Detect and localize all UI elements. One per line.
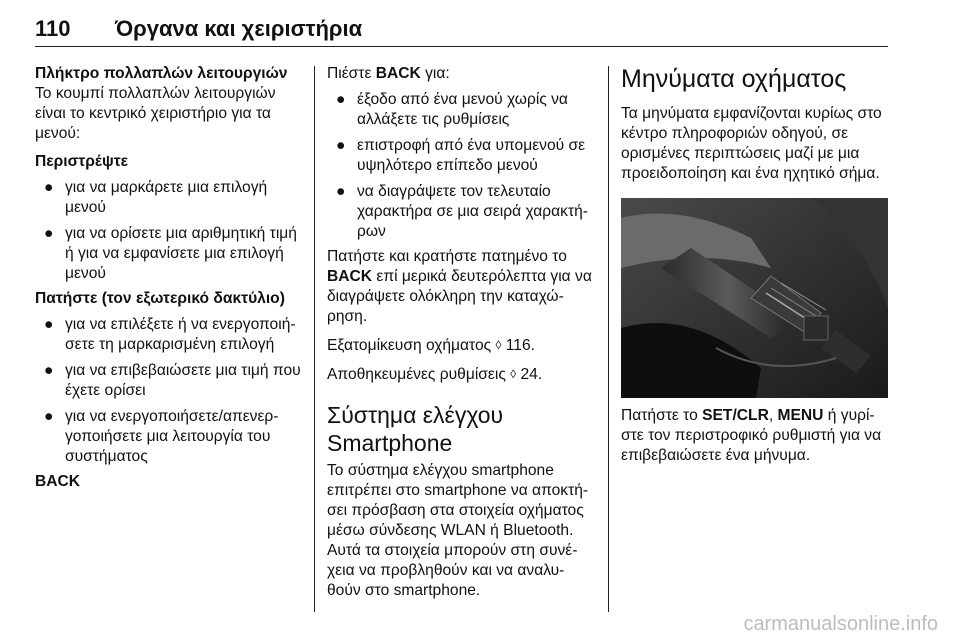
column-divider (608, 66, 609, 612)
list-item: ● για να μαρκάρετε μια επιλογή μενού (44, 179, 268, 216)
column-middle (327, 64, 595, 601)
cross-reference-saved-settings[interactable]: Αποθηκευμένες ρυθμίσεις ◊ 24. (327, 366, 543, 383)
press-heading: Πατήστε (τον εξωτερικό δακτύλιο) (35, 290, 285, 307)
list-item: ● επιστροφή από ένα υπομενού σε υψηλότερο επίπεδο μενού (336, 137, 586, 174)
back-heading: BACK (35, 473, 81, 490)
confirm-message-paragraph: Πατήστε το SET/CLR, MENU ή γυρί- στε τον περιστροφικό ρυθμιστή για να επιβεβαιώσετε ένα μήνυμα. (621, 407, 882, 464)
list-item: ● για να επιβεβαιώσετε μια τιμή που έχετε ορίσει (44, 362, 301, 399)
intro-paragraph: Το κουμπί πολλαπλών λειτουργιών είναι το κεντρικό χειριστήριο για τα μενού: (35, 85, 276, 142)
hold-back-paragraph: Πατήστε και κρατήστε πατημένο το BACK επί μερικά δευτερόλεπτα για να διαγράψετε ολόκληρη την καταχώ- ρηση. (327, 248, 592, 325)
page-header (35, 8, 888, 47)
column-right (621, 64, 888, 466)
page-number: 110 (35, 16, 71, 41)
list-item: ● για να ορίσετε μια αριθμητική τιμή ή για να εμφανίσετε μια επιλογή μενού (44, 225, 297, 282)
steering-column-stalk-photo (621, 198, 888, 398)
reference-arrow-icon: ◊ (495, 338, 502, 352)
list-item: ● έξοδο από ένα μενού χωρίς να αλλάξετε τις ρυθμίσεις (336, 91, 568, 128)
section-heading-multifunction: Πλήκτρο πολλαπλών λειτουργιών (35, 65, 288, 82)
page-title: Όργανα και χειριστήρια (115, 16, 363, 41)
column-divider (314, 66, 315, 612)
turn-heading: Περιστρέψτε (35, 153, 129, 170)
smartphone-paragraph: Το σύστημα ελέγχου smartphone επιτρέπει στο smartphone να αποκτή- σει πρόσβαση στα στοιχεία οχήματος μέσω σύνδεσης WLAN ή Bluetooth. Αυτά τα στοιχεία μπορούν στη συνέ- χεια να προβληθούν και να αναλυ- θούν στο smartphone. (327, 462, 589, 599)
list-item: ● να διαγράψετε τον τελευταίο χαρακτήρα σε μια σειρά χαρακτή- ρων (336, 183, 588, 240)
section-title-smartphone: Σύστημα ελέγχου Smartphone (327, 402, 504, 456)
reference-arrow-icon: ◊ (510, 367, 517, 381)
list-item: ● για να ενεργοποιήσετε/απενερ- γοποιήσετε μια λειτουργία του συστήματος (44, 408, 279, 465)
vehicle-messages-intro: Τα μηνύματα εμφανίζονται κυρίως στο κέντρο πληροφοριών οδηγού, σε ορισμένες περιπτώσεις μαζί με μια προειδοποίηση και ένα ηχητικό σήμα. (621, 105, 882, 182)
section-title-vehicle-messages: Μηνύματα οχήματος (621, 65, 847, 93)
column-left (35, 64, 303, 492)
list-item: ● για να επιλέξετε ή να ενεργοποιή- σετε τη μαρκαρισμένη επιλογή (44, 316, 296, 353)
cross-reference-customization[interactable]: Εξατομίκευση οχήματος ◊ 116. (327, 337, 535, 354)
watermark: carmanualsonline.info (743, 613, 938, 635)
press-back-line: Πιέστε BACK για: (327, 65, 450, 82)
